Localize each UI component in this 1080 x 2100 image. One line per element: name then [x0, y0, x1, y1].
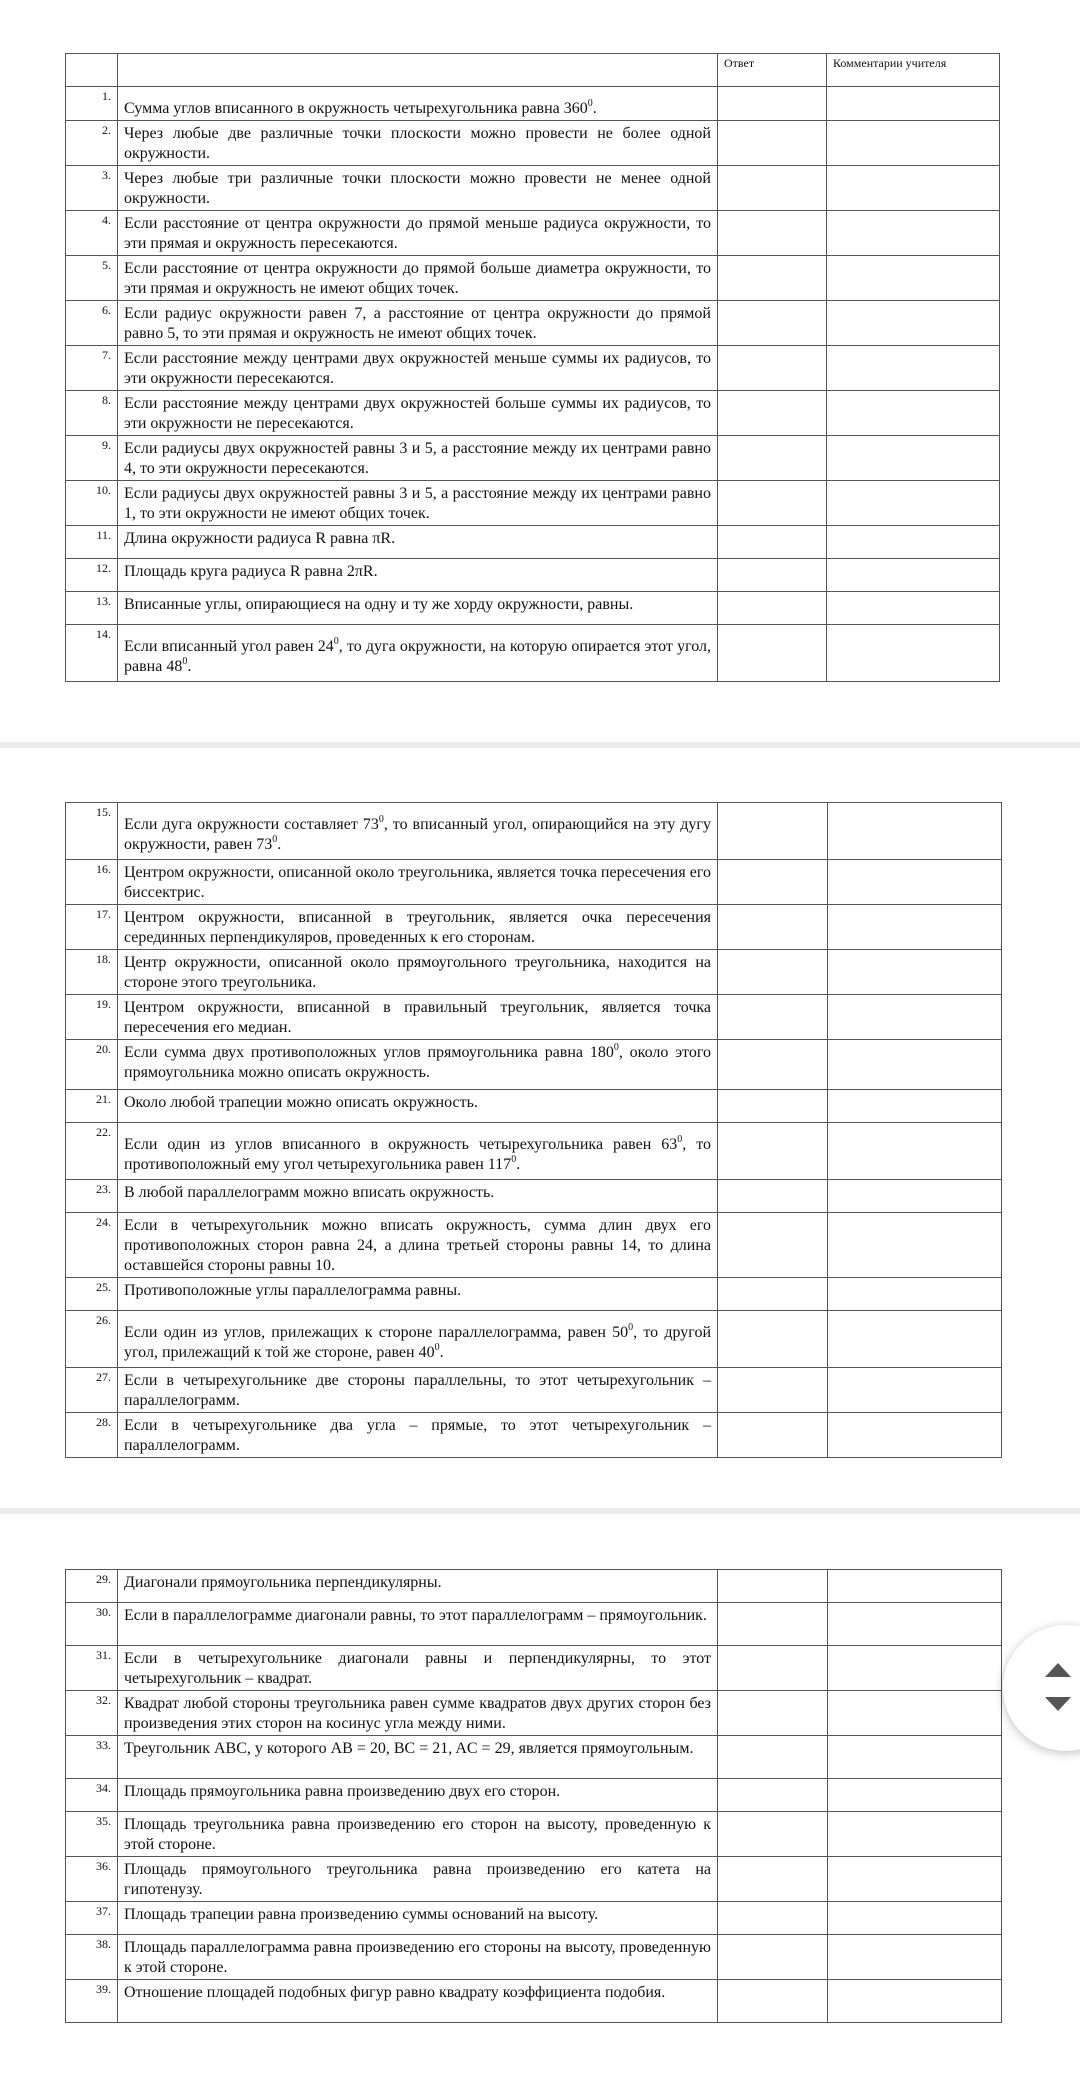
row-number: 19.: [66, 995, 118, 1040]
row-number: 17.: [66, 905, 118, 950]
comment-cell[interactable]: [828, 1691, 1002, 1736]
comment-cell[interactable]: [828, 905, 1002, 950]
answer-cell[interactable]: [718, 1123, 828, 1180]
row-number: 36.: [66, 1857, 118, 1902]
statement-cell: [118, 211, 718, 256]
statements-table-page-1: [65, 53, 1000, 682]
comment-cell[interactable]: [828, 1413, 1002, 1458]
statement-cell: [118, 625, 718, 682]
statement-text: Площадь прямоугольного треугольника равна произведению его катета на гипотенузу.: [124, 1861, 711, 1898]
statement-text-cont: , то дуга окружности, на которую опирается этот угол, равна 48: [124, 638, 712, 675]
answer-cell[interactable]: [718, 391, 827, 436]
statement-text: Квадрат любой стороны треугольника равен сумме квадратов двух других сторон без произведения этих сторон на косинус угла между ними.: [124, 1695, 711, 1732]
table-row: [66, 481, 1000, 526]
table-row: [66, 1902, 1002, 1935]
answer-cell[interactable]: [718, 1213, 828, 1278]
statement-cell: [118, 1603, 718, 1646]
statement-cell: [118, 87, 718, 121]
row-number: 33.: [66, 1736, 118, 1779]
answer-cell[interactable]: [718, 995, 828, 1040]
comment-cell[interactable]: [827, 166, 1000, 211]
statement-text: Около любой трапеции можно описать окружность.: [124, 1094, 478, 1111]
degree-superscript: 0: [434, 1341, 440, 1353]
statement-text: Площадь треугольника равна произведению его сторон на высоту, проведенную к этой стороне.: [124, 1816, 711, 1853]
number-header-cell: [66, 54, 118, 87]
comment-cell[interactable]: [828, 860, 1002, 905]
answer-cell[interactable]: [718, 1180, 828, 1213]
answer-cell[interactable]: [718, 211, 827, 256]
statement-text-end: .: [439, 1344, 444, 1361]
row-number: 13.: [66, 592, 118, 625]
table-row: [66, 1779, 1002, 1812]
statement-cell: [118, 1368, 718, 1413]
comment-cell[interactable]: [828, 1180, 1002, 1213]
comment-cell[interactable]: [828, 1646, 1002, 1691]
row-number: 10.: [66, 481, 118, 526]
table-row: [66, 1570, 1002, 1603]
comment-cell[interactable]: [827, 121, 1000, 166]
statement-text: Длина окружности радиуса R равна πR.: [124, 530, 396, 547]
comment-cell[interactable]: [828, 1779, 1002, 1812]
row-number: 29.: [66, 1570, 118, 1603]
statement-cell: [118, 256, 718, 301]
row-number: 9.: [66, 436, 118, 481]
statement-text: Если один из углов, прилежащих к стороне параллелограмма, равен 50: [124, 1324, 629, 1341]
answer-cell[interactable]: [718, 1413, 828, 1458]
statement-cell: [118, 1090, 718, 1123]
answer-cell[interactable]: [718, 592, 827, 625]
statement-text-cont: , около этого прямоугольника можно описать окружность.: [124, 1044, 712, 1081]
statement-text: Если один из углов вписанного в окружность четырехугольника равен 63: [124, 1136, 678, 1153]
comment-cell[interactable]: [828, 950, 1002, 995]
table-row: [66, 559, 1000, 592]
comment-cell[interactable]: [828, 1902, 1002, 1935]
table-row: [66, 436, 1000, 481]
statement-text: Если расстояние от центра окружности до прямой меньше радиуса окружности, то эти прямая и окружность пересекаются.: [124, 215, 711, 252]
statement-cell: [118, 121, 718, 166]
comment-header: Комментарии учителя: [827, 54, 1000, 87]
answer-cell[interactable]: [718, 1040, 828, 1090]
table-row: [66, 625, 1000, 682]
table-row: [66, 1736, 1002, 1779]
answer-cell[interactable]: [718, 346, 827, 391]
statement-cell: [118, 592, 718, 625]
row-number: 3.: [66, 166, 118, 211]
comment-cell[interactable]: [828, 1213, 1002, 1278]
table-row: [66, 1040, 1002, 1090]
statement-text-cont: , то вписанный угол, опирающийся на эту дугу окружности, равен 73: [124, 816, 711, 853]
row-number: 20.: [66, 1040, 118, 1090]
comment-cell[interactable]: [827, 559, 1000, 592]
row-number: 34.: [66, 1779, 118, 1812]
statement-text: Площадь прямоугольника равна произведению двух его сторон.: [124, 1783, 561, 1800]
statement-cell: [118, 1123, 718, 1180]
table-row: [66, 1368, 1002, 1413]
statement-text: Если в четырехугольнике две стороны параллельны, то этот четырехугольник – параллелограмм.: [124, 1372, 711, 1409]
table-row: [66, 211, 1000, 256]
degree-superscript: 0: [378, 813, 384, 825]
table-row: [66, 860, 1002, 905]
comment-cell[interactable]: [828, 1570, 1002, 1603]
row-number: 2.: [66, 121, 118, 166]
table-row: [66, 905, 1002, 950]
comment-cell[interactable]: [827, 87, 1000, 121]
statement-cell: [118, 1311, 718, 1368]
statement-text: Если в параллелограмме диагонали равны, то этот параллелограмм – прямоугольник.: [124, 1607, 707, 1624]
statement-cell: [118, 436, 718, 481]
comment-cell[interactable]: [827, 256, 1000, 301]
answer-cell[interactable]: [718, 625, 827, 682]
page-separator: [0, 1508, 1080, 1514]
statement-cell: [118, 905, 718, 950]
table-row: [66, 1603, 1002, 1646]
degree-superscript: 0: [628, 1321, 634, 1333]
answer-cell[interactable]: [718, 1311, 828, 1368]
statement-text: Если в четырехугольнике диагонали равны и перпендикулярны, то этот четырехугольник – квадрат.: [124, 1650, 711, 1687]
comment-cell[interactable]: [828, 995, 1002, 1040]
table-row: [66, 1090, 1002, 1123]
row-number: 16.: [66, 860, 118, 905]
comment-cell[interactable]: [827, 211, 1000, 256]
degree-superscript: 0: [613, 1041, 619, 1053]
statement-cell: [118, 1180, 718, 1213]
table-row: [66, 995, 1002, 1040]
answer-cell[interactable]: [718, 905, 828, 950]
answer-cell[interactable]: [718, 1278, 828, 1311]
row-number: 11.: [66, 526, 118, 559]
degree-superscript: 0: [511, 1153, 517, 1165]
comment-cell[interactable]: [828, 1857, 1002, 1902]
row-number: 4.: [66, 211, 118, 256]
answer-cell[interactable]: [718, 803, 828, 860]
row-number: 8.: [66, 391, 118, 436]
comment-cell[interactable]: [828, 1090, 1002, 1123]
row-number: 37.: [66, 1902, 118, 1935]
table-row: [66, 1980, 1002, 2023]
statement-text: Центром окружности, вписанной в правильный треугольник, является точка пересечения его медиан.: [124, 999, 711, 1036]
statement-text: Если дуга окружности составляет 73: [124, 816, 379, 833]
row-number: 15.: [66, 803, 118, 860]
comment-cell[interactable]: [828, 1123, 1002, 1180]
answer-cell[interactable]: [718, 166, 827, 211]
answer-cell[interactable]: [718, 1570, 828, 1603]
statement-text-end: .: [592, 100, 597, 117]
statement-header-cell: [118, 54, 718, 87]
statement-cell: [118, 1935, 718, 1980]
answer-cell[interactable]: [718, 1691, 828, 1736]
comment-cell[interactable]: [828, 1040, 1002, 1090]
statement-text: Вписанные углы, опирающиеся на одну и ту же хорду окружности, равны.: [124, 596, 634, 613]
statement-text: Центром окружности, вписанной в треугольник, является очка пересечения серединных перпендикуляров, проведенных к его сторонам.: [124, 909, 711, 946]
row-number: 12.: [66, 559, 118, 592]
answer-cell[interactable]: [718, 1935, 828, 1980]
statement-text-end: .: [277, 836, 282, 853]
comment-cell[interactable]: [827, 481, 1000, 526]
row-number: 25.: [66, 1278, 118, 1311]
row-number: 1.: [66, 87, 118, 121]
comment-cell[interactable]: [828, 1980, 1002, 2023]
table-row: [66, 87, 1000, 121]
statement-cell: [118, 1570, 718, 1603]
comment-cell[interactable]: [827, 301, 1000, 346]
row-number: 39.: [66, 1980, 118, 2023]
statement-cell: [118, 526, 718, 559]
statement-cell: [118, 1278, 718, 1311]
statement-text: Площадь параллелограмма равна произведению его стороны на высоту, проведенную к этой стороне.: [124, 1939, 711, 1976]
statement-text: Если расстояние от центра окружности до прямой больше диаметра окружности, то эти прямая и окружность не имеют общих точек.: [124, 260, 711, 297]
statement-text: Если в четырехугольнике два угла – прямые, то этот четырехугольник – параллелограмм.: [124, 1417, 711, 1454]
statement-cell: [118, 481, 718, 526]
statement-cell: [118, 1857, 718, 1902]
statement-cell: [118, 1691, 718, 1736]
table-row: [66, 592, 1000, 625]
row-number: 24.: [66, 1213, 118, 1278]
comment-cell[interactable]: [827, 625, 1000, 682]
row-number: 27.: [66, 1368, 118, 1413]
comment-cell[interactable]: [828, 1368, 1002, 1413]
statement-text: Треугольник ABC, у которого AB = 20, BC = 21, AC = 29, является прямоугольным.: [124, 1740, 694, 1757]
answer-cell[interactable]: [718, 1603, 828, 1646]
row-number: 30.: [66, 1603, 118, 1646]
table-row: [66, 1180, 1002, 1213]
answer-cell[interactable]: [718, 1857, 828, 1902]
statements-table-page-2: [65, 802, 1002, 1458]
answer-cell[interactable]: [718, 1779, 828, 1812]
statement-cell: [118, 1812, 718, 1857]
answer-header: Ответ: [718, 54, 827, 87]
table-row: [66, 1123, 1002, 1180]
degree-superscript: 0: [333, 635, 339, 647]
comment-cell[interactable]: [828, 1603, 1002, 1646]
table-row: [66, 950, 1002, 995]
comment-cell[interactable]: [827, 526, 1000, 559]
answer-cell[interactable]: [718, 1736, 828, 1779]
table-row: [66, 1691, 1002, 1736]
row-number: 32.: [66, 1691, 118, 1736]
statement-cell: [118, 995, 718, 1040]
answer-cell[interactable]: [718, 87, 827, 121]
statement-cell: [118, 1213, 718, 1278]
statement-cell: [118, 346, 718, 391]
statement-text: Если сумма двух противоположных углов прямоугольника равна 180: [124, 1044, 614, 1061]
statement-cell: [118, 301, 718, 346]
statement-text: Площадь круга радиуса R равна 2πR.: [124, 563, 378, 580]
statement-text: Диагонали прямоугольника перпендикулярны.: [124, 1574, 442, 1591]
row-number: 6.: [66, 301, 118, 346]
table-row: [66, 1311, 1002, 1368]
table-row: [66, 391, 1000, 436]
table-row: [66, 526, 1000, 559]
statement-text: Площадь трапеции равна произведению суммы оснований на высоту.: [124, 1906, 599, 1923]
statement-text: Если вписанный угол равен 24: [124, 638, 334, 655]
statement-text: Сумма углов вписанного в окружность четырехугольника равна 360: [124, 100, 588, 117]
statement-text: Через любые две различные точки плоскости можно провести не более одной окружности.: [124, 125, 711, 162]
comment-cell[interactable]: [828, 1935, 1002, 1980]
statement-cell: [118, 803, 718, 860]
answer-cell[interactable]: [718, 1902, 828, 1935]
statement-text: Если расстояние между центрами двух окружностей меньше суммы их радиусов, то эти окружности пересекаются.: [124, 350, 711, 387]
statement-text: Если радиусы двух окружностей равны 3 и 5, а расстояние между их центрами равно 1, то эти окружности не имеют общих точек.: [124, 485, 711, 522]
row-number: 23.: [66, 1180, 118, 1213]
table-row: [66, 301, 1000, 346]
row-number: 7.: [66, 346, 118, 391]
row-number: 5.: [66, 256, 118, 301]
comment-cell[interactable]: [827, 346, 1000, 391]
answer-cell[interactable]: [718, 1646, 828, 1691]
statement-text: Центром окружности, описанной около треугольника, является точка пересечения его биссектрис.: [124, 864, 711, 901]
row-number: 18.: [66, 950, 118, 995]
comment-cell[interactable]: [828, 1278, 1002, 1311]
answer-cell[interactable]: [718, 1980, 828, 2023]
answer-cell[interactable]: [718, 559, 827, 592]
statement-cell: [118, 1902, 718, 1935]
comment-cell[interactable]: [827, 391, 1000, 436]
row-number: 38.: [66, 1935, 118, 1980]
table-row: [66, 1812, 1002, 1857]
statement-text-end: .: [187, 658, 192, 675]
degree-superscript: 0: [677, 1133, 683, 1145]
statement-text: Если в четырехугольник можно вписать окружность, сумма длин двух его противоположных сторон равна 24, а длина третьей стороны равны 14, то длина оставшейся стороны равны 10.: [124, 1217, 711, 1274]
statement-cell: [118, 1413, 718, 1458]
scroll-control[interactable]: [1003, 1625, 1080, 1751]
statements-table-page-3: [65, 1569, 1002, 2023]
row-number: 21.: [66, 1090, 118, 1123]
statement-text: Противоположные углы параллелограмма равны.: [124, 1282, 462, 1299]
answer-cell[interactable]: [718, 301, 827, 346]
comment-cell[interactable]: [827, 436, 1000, 481]
table-row: [66, 256, 1000, 301]
statement-cell: [118, 391, 718, 436]
row-number: 35.: [66, 1812, 118, 1857]
answer-cell[interactable]: [718, 256, 827, 301]
statement-cell: [118, 860, 718, 905]
comment-cell[interactable]: [828, 803, 1002, 860]
answer-cell[interactable]: [718, 1090, 828, 1123]
table-row: [66, 346, 1000, 391]
degree-superscript: 0: [272, 833, 278, 845]
table-row: [66, 1935, 1002, 1980]
answer-cell[interactable]: [718, 481, 827, 526]
statement-cell: [118, 1779, 718, 1812]
answer-cell[interactable]: [718, 1368, 828, 1413]
statement-text: Если расстояние между центрами двух окружностей больше суммы их радиусов, то эти окружности не пересекаются.: [124, 395, 711, 432]
row-number: 26.: [66, 1311, 118, 1368]
degree-superscript: 0: [182, 655, 188, 667]
statement-text: Отношение площадей подобных фигур равно квадрату коэффициента подобия.: [124, 1984, 666, 2001]
answer-cell[interactable]: [718, 860, 828, 905]
statement-cell: [118, 166, 718, 211]
table-row: [66, 803, 1002, 860]
statement-cell: [118, 559, 718, 592]
row-number: 31.: [66, 1646, 118, 1691]
table-row: [66, 121, 1000, 166]
scroll-up-icon[interactable]: [1045, 1663, 1071, 1677]
table-row: [66, 1278, 1002, 1311]
statement-text: Центр окружности, описанной около прямоугольного треугольника, находится на стороне этого треугольника.: [124, 954, 711, 991]
statement-text: В любой параллелограмм можно вписать окружность.: [124, 1184, 495, 1201]
answer-cell[interactable]: [718, 950, 828, 995]
scroll-down-icon[interactable]: [1045, 1697, 1071, 1711]
statement-text-cont: , то противоположный ему угол четырехугольника равен 117: [124, 1136, 712, 1173]
answer-cell[interactable]: [718, 1812, 828, 1857]
table-row: [66, 166, 1000, 211]
degree-superscript: 0: [587, 97, 593, 109]
table-row: [66, 1413, 1002, 1458]
statement-cell: [118, 1980, 718, 2023]
statement-text: Через любые три различные точки плоскости можно провести не менее одной окружности.: [124, 170, 711, 207]
statement-cell: [118, 1646, 718, 1691]
comment-cell[interactable]: [827, 592, 1000, 625]
answer-cell[interactable]: [718, 526, 827, 559]
row-number: 14.: [66, 625, 118, 682]
answer-cell[interactable]: [718, 121, 827, 166]
answer-cell[interactable]: [718, 436, 827, 481]
statement-text: Если радиус окружности равен 7, а расстояние от центра окружности до прямой равно 5, то эти прямая и окружность не имеют общих точек.: [124, 305, 711, 342]
comment-cell[interactable]: [828, 1812, 1002, 1857]
comment-cell[interactable]: [828, 1736, 1002, 1779]
statement-cell: [118, 1040, 718, 1090]
comment-cell[interactable]: [828, 1311, 1002, 1368]
table-row: [66, 1213, 1002, 1278]
statement-text-cont: , то другой угол, прилежащий к той же стороне, равен 40: [124, 1324, 712, 1361]
table-row: [66, 1857, 1002, 1902]
statement-cell: [118, 950, 718, 995]
page-separator: [0, 742, 1080, 748]
statement-text: Если радиусы двух окружностей равны 3 и 5, а расстояние между их центрами равно 4, то эти окружности пересекаются.: [124, 440, 711, 477]
row-number: 28.: [66, 1413, 118, 1458]
row-number: 22.: [66, 1123, 118, 1180]
table-row: [66, 1646, 1002, 1691]
statement-cell: [118, 1736, 718, 1779]
statement-text-end: .: [516, 1156, 521, 1173]
